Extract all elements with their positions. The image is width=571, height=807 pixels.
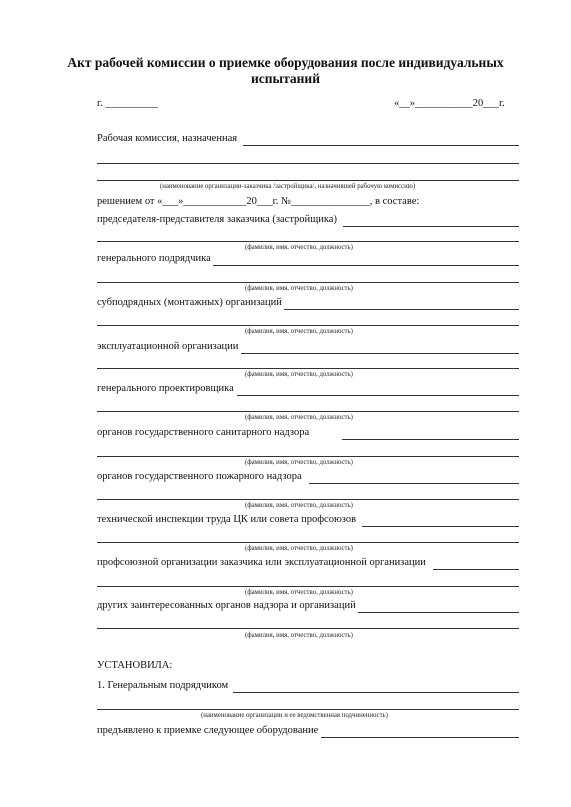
city-field[interactable]: г. __________ <box>97 98 158 109</box>
member-caption-general-contractor: (фамилия, имя, отчество, должность) <box>245 285 353 292</box>
member-label-subcontractors: субподрядных (монтажных) организаций <box>97 297 282 308</box>
document-title-line-1: Акт рабочей комиссии о приемке оборудования после индивидуальных <box>67 55 504 70</box>
organization-caption: (наименование организации-заказчика /застройщика/, назначившей рабочую комиссию) <box>160 183 416 190</box>
date-field[interactable]: «__»___________20___г. <box>394 98 505 109</box>
member-name-line-general-designer[interactable] <box>97 411 519 412</box>
member-label-other-bodies: других заинтересованных органов надзора и организаций <box>97 600 356 611</box>
member-caption-labor-inspection: (фамилия, имя, отчество, должность) <box>245 545 353 552</box>
commission-label: Рабочая комиссия, назначенная <box>97 133 238 144</box>
member-name-line-fire-supervision[interactable] <box>97 499 519 500</box>
equipment-presented-fill[interactable] <box>321 737 519 738</box>
member-fill-sanitary-supervision[interactable] <box>342 439 519 440</box>
member-caption-sanitary-supervision: (фамилия, имя, отчество, должность) <box>245 459 353 466</box>
member-label-customer: председателя-представителя заказчика (застройщика) <box>97 214 337 225</box>
member-name-line-sanitary-supervision[interactable] <box>97 456 519 457</box>
general-contractor-org-caption: (наименование организации и ее ведомственная подчиненность) <box>201 712 388 719</box>
member-label-labor-inspection: технической инспекции труда ЦК или совета профсоюзов <box>97 514 357 525</box>
member-name-line-labor-inspection[interactable] <box>97 542 519 543</box>
member-caption-other-bodies: (фамилия, имя, отчество, должность) <box>245 632 353 639</box>
document-title-line-2: испытаний <box>251 71 320 86</box>
member-label-trade-union: профсоюзной организации заказчика или эксплуатационной организации <box>97 557 426 568</box>
member-fill-operating-org[interactable] <box>241 353 519 354</box>
commission-fill-line[interactable] <box>243 145 519 146</box>
member-label-fire-supervision: органов государственного пожарного надзора <box>97 471 302 482</box>
member-name-line-subcontractors[interactable] <box>97 325 519 326</box>
member-fill-trade-union[interactable] <box>433 569 519 570</box>
member-caption-operating-org: (фамилия, имя, отчество, должность) <box>245 371 353 378</box>
member-fill-other-bodies[interactable] <box>358 612 519 613</box>
member-name-line-customer[interactable] <box>97 241 519 242</box>
member-caption-customer: (фамилия, имя, отчество, должность) <box>245 244 353 251</box>
member-name-line-operating-org[interactable] <box>97 368 519 369</box>
general-contractor-item-label: 1. Генеральным подрядчиком <box>97 680 229 691</box>
member-label-general-contractor: генерального подрядчика <box>97 253 211 264</box>
member-fill-general-contractor[interactable] <box>213 265 519 266</box>
organization-line[interactable] <box>97 180 519 181</box>
member-caption-subcontractors: (фамилия, имя, отчество, должность) <box>245 328 353 335</box>
member-caption-trade-union: (фамилия, имя, отчество, должность) <box>245 589 353 596</box>
member-name-line-other-bodies[interactable] <box>97 628 519 629</box>
equipment-presented-label: предъявлено к приемке следующее оборудование <box>97 725 319 736</box>
decision-line[interactable]: решением от «___»____________20___г. №_______________, в составе: <box>97 196 420 207</box>
general-contractor-item-fill[interactable] <box>233 692 519 693</box>
member-caption-general-designer: (фамилия, имя, отчество, должность) <box>245 414 353 421</box>
member-label-operating-org: эксплуатационной организации <box>97 341 239 352</box>
member-fill-general-designer[interactable] <box>237 395 519 396</box>
member-label-general-designer: генерального проектировщика <box>97 383 234 394</box>
member-fill-subcontractors[interactable] <box>284 309 519 310</box>
member-name-line-general-contractor[interactable] <box>97 282 519 283</box>
member-label-sanitary-supervision: органов государственного санитарного надзора <box>97 427 310 438</box>
member-name-line-trade-union[interactable] <box>97 586 519 587</box>
member-fill-customer[interactable] <box>343 226 519 227</box>
established-heading: УСТАНОВИЛА: <box>97 660 173 671</box>
member-caption-fire-supervision: (фамилия, имя, отчество, должность) <box>245 502 353 509</box>
commission-continuation-line[interactable] <box>97 163 519 164</box>
general-contractor-org-line[interactable] <box>97 709 519 710</box>
member-fill-fire-supervision[interactable] <box>309 483 519 484</box>
member-fill-labor-inspection[interactable] <box>362 526 519 527</box>
